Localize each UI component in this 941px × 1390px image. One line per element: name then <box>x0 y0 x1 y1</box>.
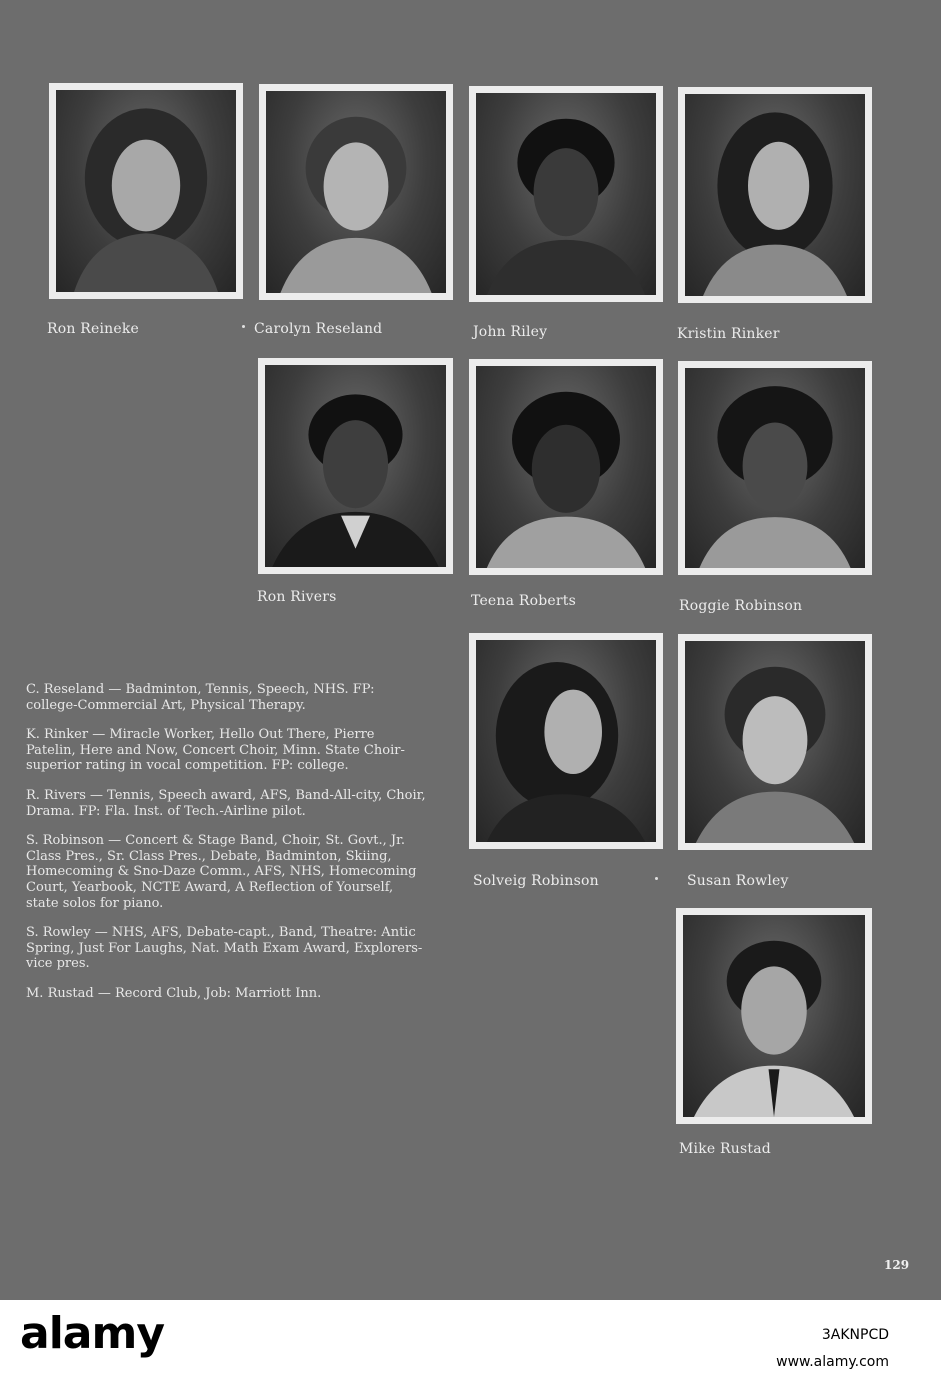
portrait-photo <box>259 84 453 300</box>
activities-list <box>26 682 426 1016</box>
student-name-caption: Mike Rustad <box>679 1141 771 1157</box>
portrait-photo <box>678 634 872 850</box>
image-id: 3AKNPCD <box>821 1327 889 1343</box>
bio-entry: M. Rustad — Record Club, Job: Marriott Inn. <box>26 985 322 1001</box>
print-speck <box>242 325 245 328</box>
watermark-url: www.alamy.com <box>776 1354 889 1370</box>
student-name-caption: Teena Roberts <box>471 593 576 609</box>
bio-entry: S. Rowley — NHS, AFS, Debate-capt., Band, Theatre: Antic Spring, Just For Laughs, Nat. Math Exam Award, Explorers-vice pres. <box>26 925 423 972</box>
portrait-photo <box>469 86 663 302</box>
portrait-photo <box>469 633 663 849</box>
student-name-caption: Kristin Rinker <box>677 326 780 342</box>
student-name-caption: Solveig Robinson <box>473 873 599 889</box>
portrait-photo <box>676 908 872 1124</box>
print-speck <box>655 877 658 880</box>
alamy-logo: alamy <box>20 1308 164 1359</box>
student-name-caption: Susan Rowley <box>687 873 789 889</box>
watermark-meta <box>776 1322 889 1376</box>
student-name-caption: Carolyn Reseland <box>254 321 383 337</box>
portrait-photo <box>678 87 872 303</box>
bio-entry: S. Robinson — Concert & Stage Band, Choir, St. Govt., Jr. Class Pres., Sr. Class Pres., Debate, Badminton, Skiing, Homecoming & Sno-Daze Comm., AFS, NHS, Homecoming Court, Yearbook, NCTE Award, A Reflection of Yourself, state solos for piano. <box>26 833 417 911</box>
portrait-photo <box>469 359 663 575</box>
page-number: 129 <box>884 1258 910 1272</box>
bio-entry: C. Reseland — Badminton, Tennis, Speech, NHS. FP: college-Commercial Art, Physical Therapy. <box>26 682 375 713</box>
portrait-photo <box>258 358 453 574</box>
student-name-caption: Roggie Robinson <box>679 598 803 614</box>
student-name-caption: Ron Rivers <box>257 589 337 605</box>
portrait-photo <box>678 361 872 575</box>
bio-entry: R. Rivers — Tennis, Speech award, AFS, Band-All-city, Choir, Drama. FP: Fla. Inst. of Tech.-Airline pilot. <box>26 787 426 819</box>
student-name-caption: Ron Reineke <box>47 321 140 337</box>
bio-entry: K. Rinker — Miracle Worker, Hello Out There, Pierre Patelin, Here and Now, Concert Choir, Minn. State Choir-superior rating in vocal competition. FP: college. <box>26 727 405 774</box>
student-name-caption: John Riley <box>473 324 548 340</box>
portrait-photo <box>49 83 243 299</box>
